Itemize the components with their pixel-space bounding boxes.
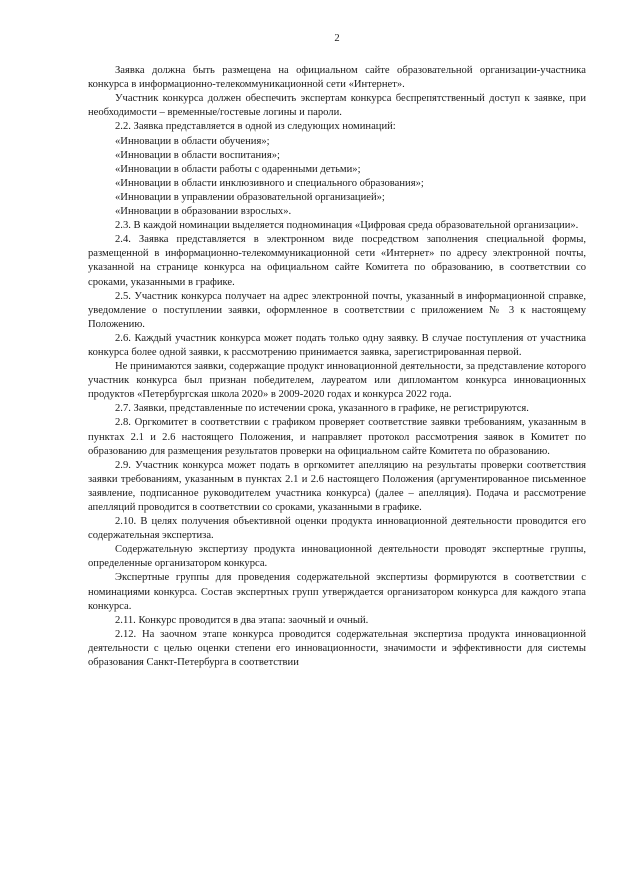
- paragraph-2-10: 2.10. В целях получения объективной оценки продукта инновационной деятельности проводится его содержательная экспертиза.: [88, 516, 586, 542]
- document-page: [88, 32, 586, 670]
- paragraph-2-2: 2.2. Заявка представляется в одной из следующих номинаций:: [115, 121, 396, 133]
- paragraph-2-7: 2.7. Заявки, представленные по истечении срока, указанного в графике, не регистрируются.: [115, 403, 529, 415]
- paragraph-not-accepted: Не принимаются заявки, содержащие продукт инновационной деятельности, за представление которого участник конкурса был признан победителем, лауреатом или дипломантом конкурса инновационных продуктов «Петербургская школа 2020» в 2009-2020 годах и конкурса 2022 года.: [88, 361, 586, 401]
- paragraph-2-11: 2.11. Конкурс проводится в два этапа: заочный и очный.: [115, 614, 369, 626]
- nomination-item: «Инновации в образовании взрослых».: [115, 206, 292, 218]
- paragraph-2-9: 2.9. Участник конкурса может подать в оргкомитет апелляцию на результаты проверки соответствия заявки требованиям, указанным в пунктах 2.1 и 2.6 настоящего Положения (аргументированное письменное заявление, подписанное руководителем участника конкурса) (далее – апелляция). Подача и рассмотрение апелляций проводится в соответствии со сроками, указанными в графике.: [88, 459, 586, 513]
- nomination-item: «Инновации в области обучения»;: [115, 135, 270, 147]
- paragraph-2-5: 2.5. Участник конкурса получает на адрес электронной почты, указанный в информационной справке, уведомление о поступлении заявки, оформленное в соответствии с приложением № 3 к настоящему Положению.: [88, 290, 586, 330]
- paragraph-2-4: 2.4. Заявка представляется в электронном виде посредством заполнения специальной формы, размещенной в информационно-телекоммуникационной сети «Интернет» по адресу электронной почты, указанной на странице конкурса на официальном сайте Комитета по образованию, в соответствии со сроками, указанными в графике.: [88, 234, 586, 288]
- nomination-item: «Инновации в области воспитания»;: [115, 149, 280, 161]
- nomination-item: «Инновации в области инклюзивного и специального образования»;: [115, 177, 424, 189]
- paragraph-2-8: 2.8. Оргкомитет в соответствии с графиком проверяет соответствие заявки требованиям, указанным в пунктах 2.1 и 2.6 настоящего Положения, и направляет протокол рассмотрения заявок в Комитет по образованию для размещения результатов проверки на официальном сайте Комитета по образованию.: [88, 417, 586, 457]
- paragraph-expert-groups: Содержательную экспертизу продукта инновационной деятельности проводят экспертные группы, определенные организатором конкурса.: [88, 544, 586, 570]
- nomination-item: «Инновации в управлении образовательной организацией»;: [115, 191, 385, 203]
- nomination-item: «Инновации в области работы с одаренными детьми»;: [115, 163, 361, 175]
- paragraph-2-3: 2.3. В каждой номинации выделяется подноминация «Цифровая среда образовательной организации».: [115, 220, 579, 232]
- page-number: 2: [334, 33, 340, 44]
- paragraph-submission-placement: Заявка должна быть размещена на официальном сайте образовательной организации-участника конкурса в информационно-телекоммуникационной сети «Интернет».: [88, 65, 586, 91]
- paragraph-2-12: 2.12. На заочном этапе конкурса проводится содержательная экспертиза продукта инновационной деятельности с целью оценки степени его инновационности, значимости и эффективности для системы образования Санкт-Петербурга в соответствии: [88, 628, 586, 669]
- paragraph-2-6: 2.6. Каждый участник конкурса может подать только одну заявку. В случае поступления от участника конкурса более одной заявки, к рассмотрению принимается заявка, зарегистрированная первой.: [88, 332, 586, 358]
- paragraph-expert-access: Участник конкурса должен обеспечить экспертам конкурса беспрепятственный доступ к заявке, при необходимости – временные/гостевые логины и пароли.: [88, 93, 586, 119]
- paragraph-expert-groups-formation: Экспертные группы для проведения содержательной экспертизы формируются в соответствии с номинациями конкурса. Состав экспертных групп утверждается организатором конкурса для каждого этапа конкурса.: [88, 572, 586, 612]
